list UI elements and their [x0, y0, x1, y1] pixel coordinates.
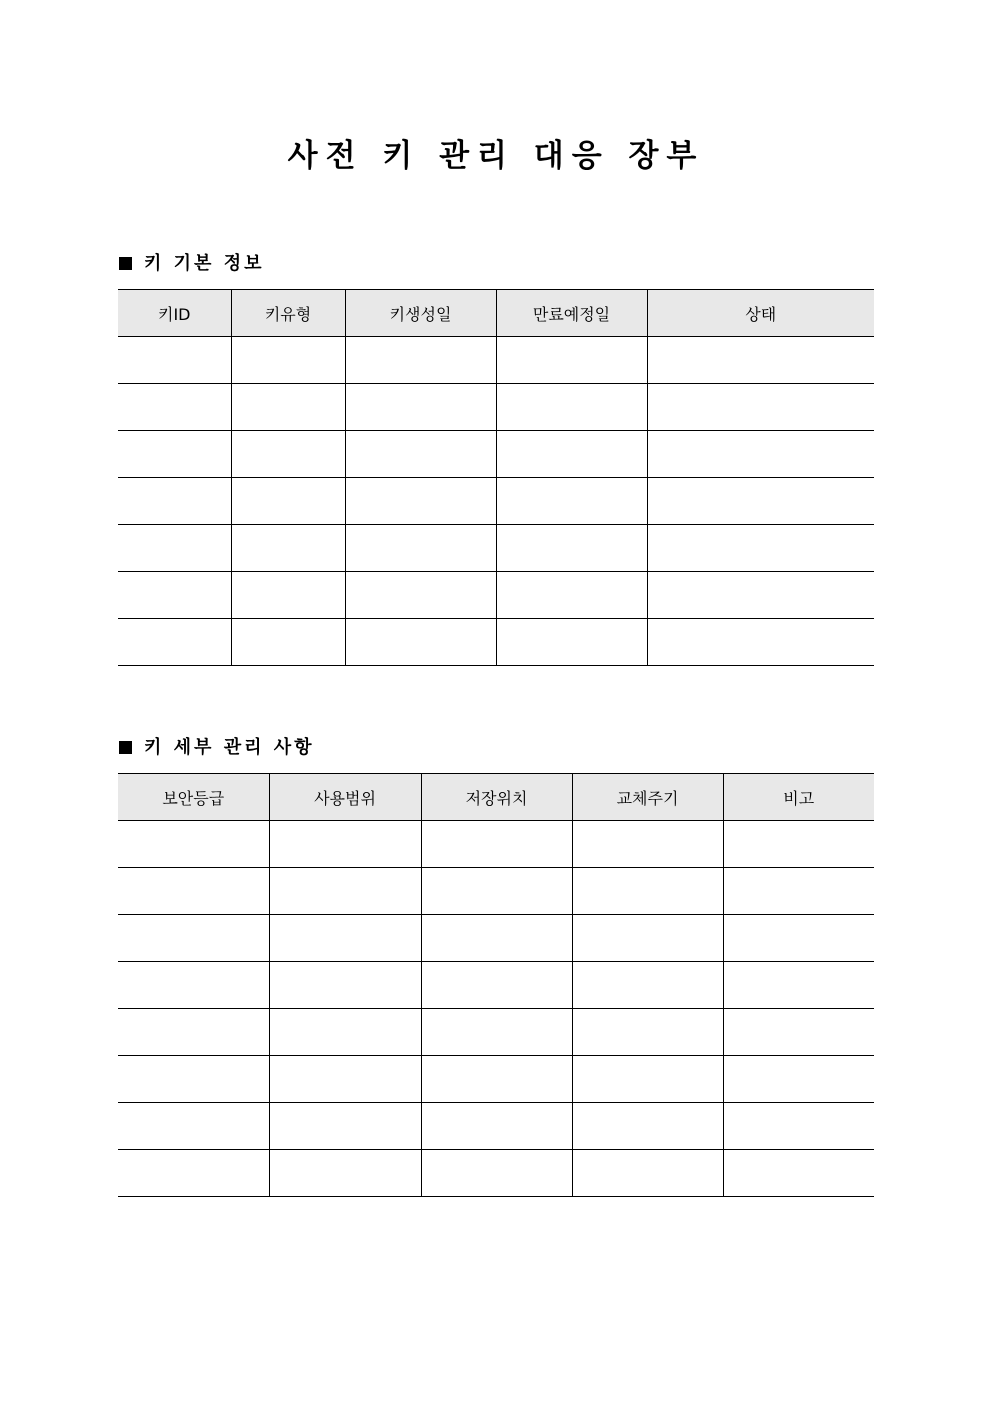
column-header-rotation-cycle: 교체주기 [572, 774, 723, 821]
table-cell[interactable] [572, 1009, 723, 1056]
table-cell[interactable] [647, 337, 874, 384]
table-cell[interactable] [118, 821, 269, 868]
table-row [118, 868, 874, 915]
table-cell[interactable] [647, 478, 874, 525]
table-cell[interactable] [118, 478, 231, 525]
table-cell[interactable] [269, 1150, 421, 1197]
table-cell[interactable] [231, 384, 345, 431]
table-cell[interactable] [496, 337, 647, 384]
key-basic-info-table [118, 289, 874, 666]
table-header-row [118, 774, 874, 821]
key-detail-management-table [118, 773, 874, 1197]
table-row [118, 337, 874, 384]
section-heading-basic-info [119, 251, 264, 277]
table-cell[interactable] [118, 572, 231, 619]
table-row [118, 1103, 874, 1150]
table-cell[interactable] [118, 431, 231, 478]
table-cell[interactable] [269, 962, 421, 1009]
table-cell[interactable] [496, 525, 647, 572]
table-row [118, 1056, 874, 1103]
table-header-row [118, 290, 874, 337]
table-cell[interactable] [345, 337, 496, 384]
table-cell[interactable] [496, 619, 647, 666]
table-row [118, 384, 874, 431]
table-cell[interactable] [345, 525, 496, 572]
table-cell[interactable] [723, 915, 874, 962]
column-header-key-id: 키ID [118, 290, 231, 337]
table-cell[interactable] [572, 1056, 723, 1103]
table-cell[interactable] [231, 525, 345, 572]
table-cell[interactable] [118, 384, 231, 431]
column-header-usage-scope: 사용범위 [269, 774, 421, 821]
table-cell[interactable] [723, 821, 874, 868]
table-cell[interactable] [118, 337, 231, 384]
table-cell[interactable] [269, 868, 421, 915]
table-cell[interactable] [723, 868, 874, 915]
table-cell[interactable] [345, 431, 496, 478]
table-cell[interactable] [723, 1056, 874, 1103]
table-cell[interactable] [496, 478, 647, 525]
table-cell[interactable] [118, 915, 269, 962]
column-header-security-level: 보안등급 [118, 774, 269, 821]
table-cell[interactable] [572, 962, 723, 1009]
table-cell[interactable] [345, 384, 496, 431]
table-cell[interactable] [231, 619, 345, 666]
table-cell[interactable] [496, 384, 647, 431]
table-row [118, 915, 874, 962]
table-row [118, 525, 874, 572]
square-bullet-icon [119, 257, 132, 270]
table-cell[interactable] [421, 1056, 572, 1103]
table-cell[interactable] [118, 962, 269, 1009]
column-header-storage-location: 저장위치 [421, 774, 572, 821]
table-cell[interactable] [118, 1056, 269, 1103]
table-cell[interactable] [496, 572, 647, 619]
table-cell[interactable] [647, 384, 874, 431]
column-header-expiry-date: 만료예정일 [496, 290, 647, 337]
table-cell[interactable] [231, 431, 345, 478]
table-cell[interactable] [723, 1103, 874, 1150]
table-cell[interactable] [421, 1103, 572, 1150]
table-cell[interactable] [723, 1150, 874, 1197]
table-cell[interactable] [118, 868, 269, 915]
table-cell[interactable] [572, 821, 723, 868]
table-row [118, 431, 874, 478]
column-header-created-date: 키생성일 [345, 290, 496, 337]
table-row [118, 619, 874, 666]
table-cell[interactable] [572, 868, 723, 915]
table-cell[interactable] [647, 572, 874, 619]
table-cell[interactable] [421, 821, 572, 868]
table-row [118, 478, 874, 525]
table-cell[interactable] [572, 1150, 723, 1197]
table-cell[interactable] [269, 1009, 421, 1056]
column-header-key-type: 키유형 [231, 290, 345, 337]
table-cell[interactable] [118, 619, 231, 666]
table-cell[interactable] [723, 1009, 874, 1056]
table-row [118, 572, 874, 619]
document-title: 사전 키 관리 대응 장부 [287, 138, 705, 174]
table-row [118, 821, 874, 868]
table-cell[interactable] [572, 1103, 723, 1150]
table-cell[interactable] [345, 478, 496, 525]
section-heading-label: 키 기본 정보 [144, 253, 265, 274]
table-cell[interactable] [269, 821, 421, 868]
table-cell[interactable] [647, 619, 874, 666]
square-bullet-icon [119, 741, 132, 754]
table-cell[interactable] [118, 1150, 269, 1197]
table-cell[interactable] [421, 868, 572, 915]
table-cell[interactable] [231, 572, 345, 619]
table-cell[interactable] [647, 525, 874, 572]
section-heading-detail-management [119, 735, 315, 761]
table-cell[interactable] [118, 525, 231, 572]
table-row [118, 1150, 874, 1197]
table-cell[interactable] [421, 1009, 572, 1056]
table-cell[interactable] [118, 1103, 269, 1150]
table-cell[interactable] [421, 915, 572, 962]
table-cell[interactable] [231, 337, 345, 384]
column-header-remarks: 비고 [723, 774, 874, 821]
table-cell[interactable] [723, 962, 874, 1009]
table-cell[interactable] [345, 572, 496, 619]
table-cell[interactable] [118, 1009, 269, 1056]
table-row [118, 962, 874, 1009]
table-row [118, 1009, 874, 1056]
table-cell[interactable] [572, 915, 723, 962]
table-cell[interactable] [345, 619, 496, 666]
table-cell[interactable] [269, 1103, 421, 1150]
table-cell[interactable] [496, 431, 647, 478]
column-header-status: 상태 [647, 290, 874, 337]
table-cell[interactable] [647, 431, 874, 478]
table-cell[interactable] [269, 915, 421, 962]
table-cell[interactable] [269, 1056, 421, 1103]
table-cell[interactable] [421, 1150, 572, 1197]
table-cell[interactable] [231, 478, 345, 525]
section-heading-label: 키 세부 관리 사항 [144, 737, 315, 758]
table-cell[interactable] [421, 962, 572, 1009]
